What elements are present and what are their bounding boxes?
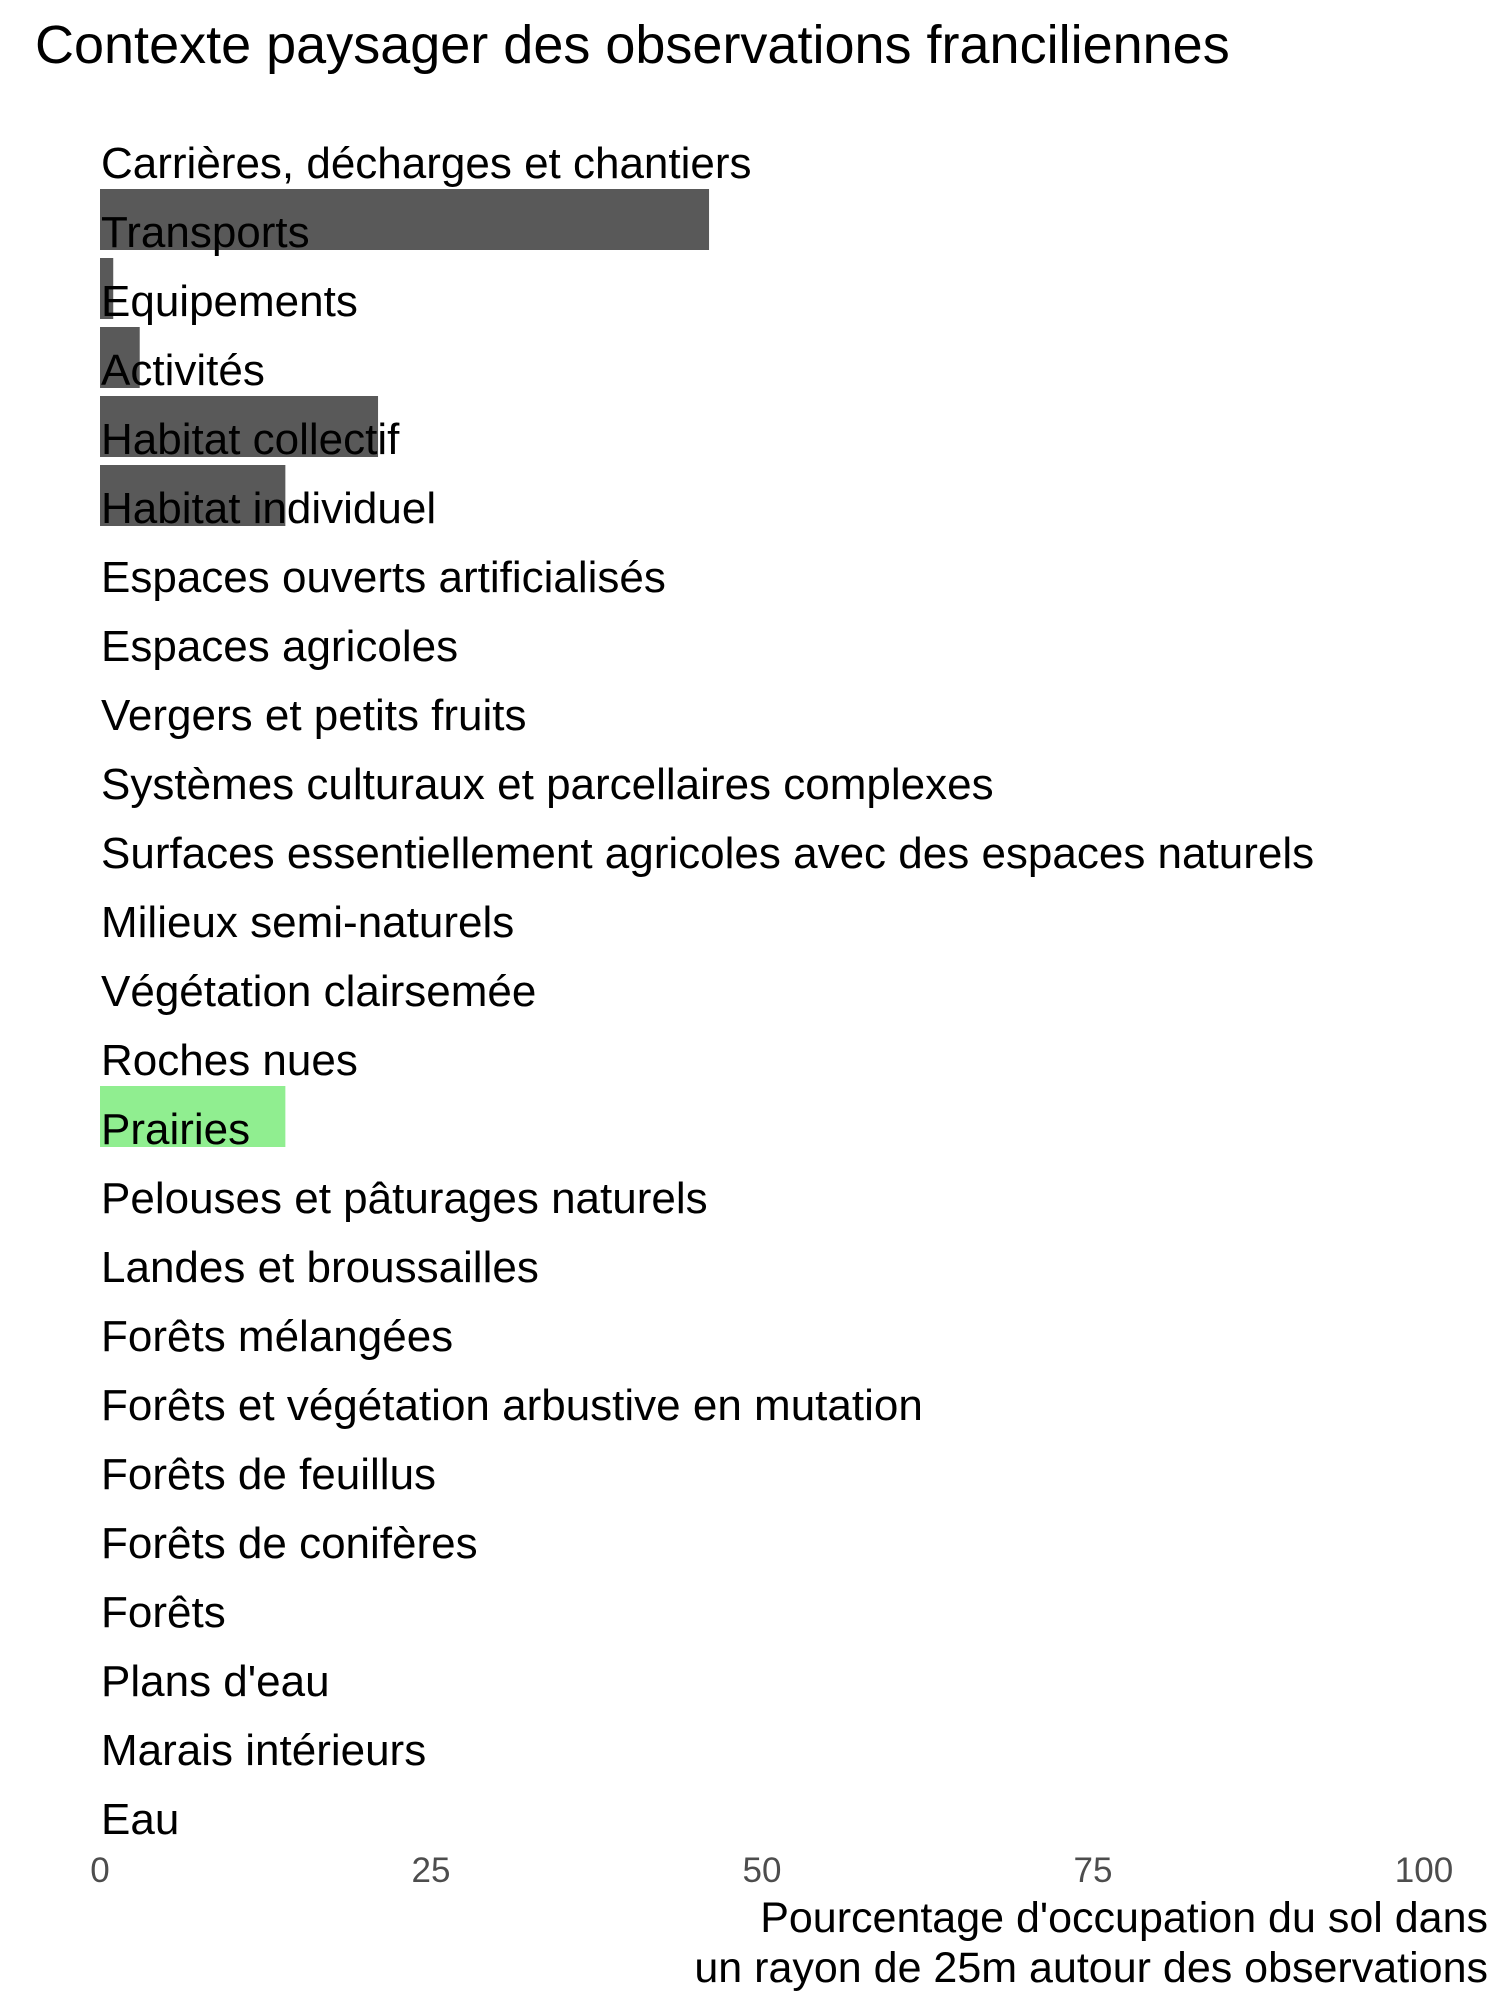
category-label: Surfaces essentiellement agricoles avec des espaces naturels bbox=[101, 829, 1315, 879]
x-tick-label: 75 bbox=[1073, 1851, 1113, 1890]
category-label: Vergers et petits fruits bbox=[101, 691, 527, 741]
category-label: Pelouses et pâturages naturels bbox=[101, 1174, 708, 1224]
category-label: Systèmes culturaux et parcellaires complexes bbox=[101, 760, 994, 810]
category-label: Forêts bbox=[101, 1588, 226, 1638]
category-label: Carrières, décharges et chantiers bbox=[101, 139, 752, 189]
category-label: Forêts et végétation arbustive en mutation bbox=[101, 1381, 923, 1431]
category-label: Habitat collectif bbox=[101, 415, 400, 465]
category-label: Landes et broussailles bbox=[101, 1243, 539, 1293]
category-labels bbox=[101, 139, 1314, 1844]
category-label: Forêts de feuillus bbox=[101, 1450, 437, 1500]
category-label: Transports bbox=[101, 208, 310, 258]
category-label: Végétation clairsemée bbox=[101, 967, 537, 1017]
x-axis-title-line: Pourcentage d'occupation du sol dans bbox=[760, 1894, 1488, 1942]
category-label: Marais intérieurs bbox=[101, 1726, 427, 1776]
category-label: Eau bbox=[101, 1795, 180, 1845]
x-tick-label: 25 bbox=[411, 1851, 451, 1890]
category-label: Milieux semi-naturels bbox=[101, 898, 515, 948]
x-axis-title bbox=[694, 1894, 1488, 1992]
category-label: Plans d'eau bbox=[101, 1657, 330, 1707]
x-tick-label: 0 bbox=[90, 1851, 110, 1890]
x-tick-label: 50 bbox=[742, 1851, 782, 1890]
category-label: Roches nues bbox=[101, 1036, 358, 1086]
category-label: Habitat individuel bbox=[101, 484, 437, 534]
category-label: Forêts mélangées bbox=[101, 1312, 454, 1362]
category-label: Prairies bbox=[101, 1105, 251, 1155]
category-label: Activités bbox=[101, 346, 265, 396]
chart-title: Contexte paysager des observations franciliennes bbox=[35, 15, 1230, 75]
x-tick-label: 100 bbox=[1394, 1851, 1454, 1890]
category-label: Espaces ouverts artificialisés bbox=[101, 553, 666, 603]
x-axis-ticks bbox=[90, 1851, 1453, 1890]
x-axis-title-line: un rayon de 25m autour des observations bbox=[694, 1944, 1488, 1992]
category-label: Equipements bbox=[101, 277, 358, 327]
category-label: Espaces agricoles bbox=[101, 622, 459, 672]
category-label: Forêts de conifères bbox=[101, 1519, 478, 1569]
